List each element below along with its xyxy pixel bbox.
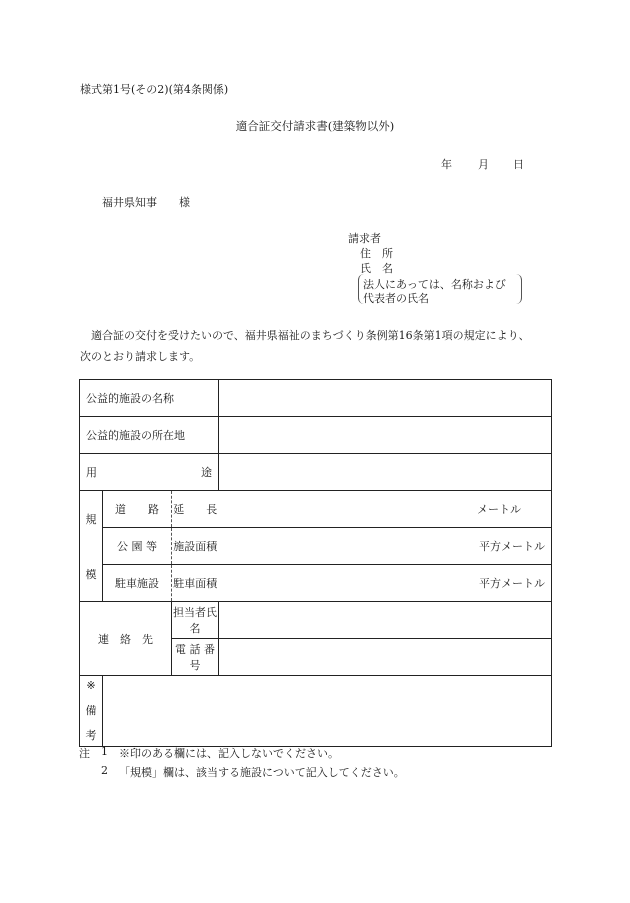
- intro-line2: 次のとおり請求します。: [80, 350, 201, 363]
- remarks-row: [80, 676, 552, 747]
- requester-label: 請求者: [348, 232, 381, 245]
- contact-person-row: [80, 602, 552, 639]
- corporate-note-line1: 法人にあっては、名称および: [363, 278, 506, 291]
- length-label: 延 長: [172, 491, 219, 528]
- facility-area-field[interactable]: [219, 528, 552, 565]
- person-field[interactable]: [219, 602, 552, 639]
- scale-park-row: [80, 528, 552, 565]
- person-label: 担当者氏名: [172, 602, 219, 639]
- use-row: [80, 454, 552, 491]
- facility-area-label: 施設面積: [172, 528, 219, 565]
- length-field[interactable]: [219, 491, 552, 528]
- form-number: 様式第1号(その2)(第4条関係): [80, 83, 229, 96]
- facility-area-unit: 平方メートル: [479, 540, 545, 553]
- addressee: 福井県知事 様: [102, 196, 190, 209]
- parking-area-label: 駐車面積: [172, 565, 219, 602]
- park-label: 公 園 等: [103, 528, 172, 565]
- road-label: 道 路: [103, 491, 172, 528]
- date-year-label: 年: [441, 158, 452, 171]
- facility-location-field[interactable]: [219, 417, 552, 454]
- facility-location-row: [80, 417, 552, 454]
- facility-name-field[interactable]: [219, 380, 552, 417]
- note-label: 注: [79, 747, 90, 760]
- corporate-note-line2: 代表者の氏名: [363, 292, 429, 305]
- request-form-table: [79, 379, 552, 747]
- note1-text: ※印のある欄には、記入しないでください。: [119, 747, 339, 760]
- requester-address-label: 住 所: [360, 247, 393, 260]
- note2-number: 2: [101, 764, 108, 777]
- document-title: 適合証交付請求書(建築物以外): [235, 119, 395, 133]
- length-unit: メートル: [477, 503, 521, 516]
- phone-label: 電 話 番 号: [172, 639, 219, 676]
- remarks-label: ※ 備 考: [80, 676, 103, 747]
- parking-label: 駐車施設: [103, 565, 172, 602]
- remarks-field[interactable]: [103, 676, 552, 747]
- use-field[interactable]: [219, 454, 552, 491]
- scale-road-row: [80, 491, 552, 528]
- facility-location-label: 公益的施設の所在地: [86, 429, 185, 442]
- contact-label: 連 絡 先: [80, 602, 172, 676]
- parking-area-unit: 平方メートル: [479, 577, 545, 590]
- scale-parking-row: [80, 565, 552, 602]
- date-day-label: 日: [513, 158, 524, 171]
- note2-text: 「規模」欄は、該当する施設について記入してください。: [119, 766, 405, 779]
- facility-name-label: 公益的施設の名称: [86, 392, 174, 405]
- scale-label: 規 模: [80, 491, 103, 602]
- use-label: 用 途: [86, 466, 212, 479]
- date-month-label: 月: [478, 158, 489, 171]
- intro-paragraph: [80, 325, 530, 367]
- phone-field[interactable]: [219, 639, 552, 676]
- facility-name-row: [80, 380, 552, 417]
- intro-line1: 適合証の交付を受けたいので、福井県福祉のまちづくり条例第16条第1項の規定により、: [80, 329, 530, 342]
- requester-name-label: 氏 名: [360, 262, 393, 275]
- parking-area-field[interactable]: [219, 565, 552, 602]
- note1-number: 1: [101, 745, 108, 758]
